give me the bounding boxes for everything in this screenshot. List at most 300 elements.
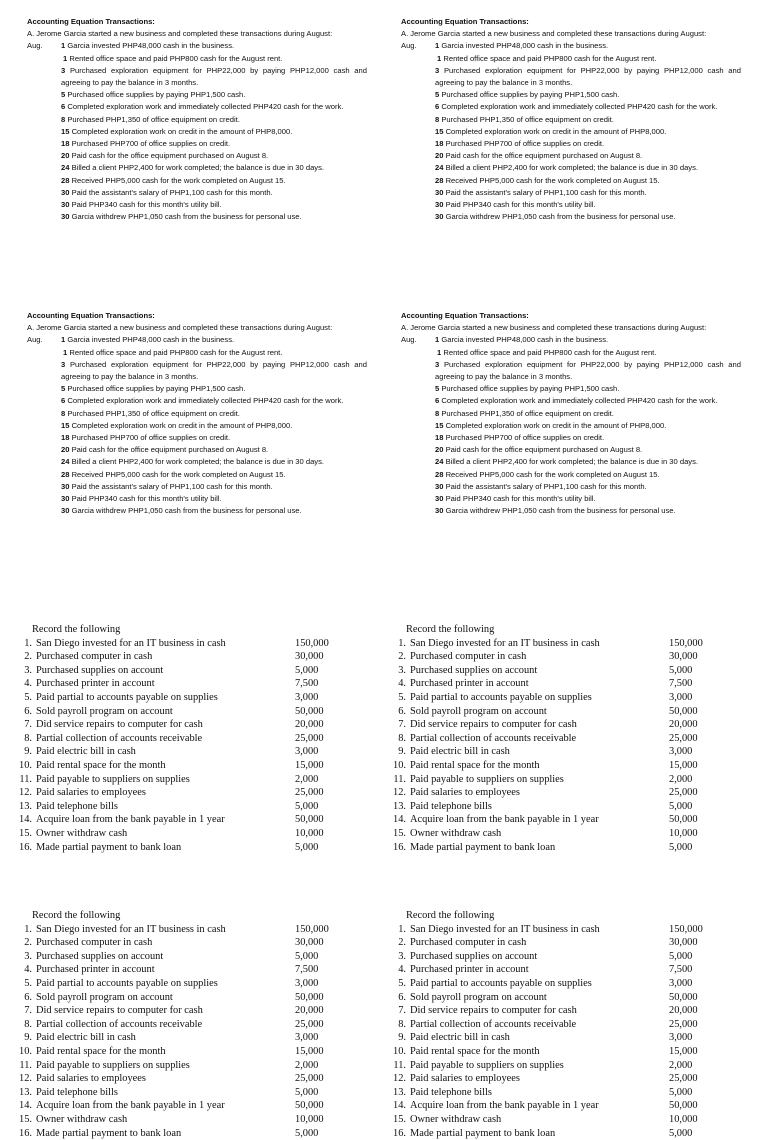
transaction-text: Paid cash for the office equipment purchased on August 8.: [72, 445, 269, 454]
transaction-text: Completed exploration work on credit in the amount of PHP8,000.: [446, 421, 667, 430]
item-number: 14.: [18, 813, 32, 827]
transaction-item: [61, 359, 367, 383]
item-text: Made partial payment to bank loan: [36, 1127, 181, 1140]
transaction-item: [435, 395, 741, 407]
record-item: [18, 718, 348, 732]
item-text: Paid electric bill in cash: [36, 1031, 136, 1045]
transaction-text: Paid the assistant's salary of PHP1,100 cash for this month.: [446, 482, 647, 491]
record-item: [18, 1099, 348, 1113]
transaction-day: 6: [61, 102, 65, 111]
transaction-text: Garcia withdrew PHP1,050 cash from the business for personal use.: [446, 506, 676, 515]
transaction-text: Paid cash for the office equipment purchased on August 8.: [72, 151, 269, 160]
item-number: 12.: [18, 786, 32, 800]
item-amount: 150,000: [669, 637, 703, 651]
record-item: [18, 705, 348, 719]
transaction-day: 5: [61, 384, 65, 393]
item-amount: 25,000: [295, 1018, 324, 1032]
item-text: Made partial payment to bank loan: [410, 841, 555, 855]
record-item: [18, 664, 348, 678]
transaction-item: [401, 469, 741, 481]
item-amount: 50,000: [669, 813, 698, 827]
transaction-item: [435, 65, 741, 89]
item-amount: 3,000: [295, 1031, 318, 1045]
item-text: Paid electric bill in cash: [410, 745, 510, 759]
record-item: [18, 1004, 348, 1018]
item-amount: 3,000: [295, 691, 318, 705]
transaction-day: 28: [435, 176, 443, 185]
item-number: 15.: [392, 827, 406, 841]
record-item: [392, 800, 722, 814]
transaction-day: 5: [61, 90, 65, 99]
item-text: Sold payroll program on account: [410, 991, 547, 1005]
record-item: [392, 705, 722, 719]
item-text: Purchased printer in account: [36, 677, 155, 691]
item-number: 14.: [18, 1099, 32, 1113]
item-number: 2.: [392, 936, 406, 950]
transaction-text: Purchased exploration equipment for PHP22,000 by paying PHP12,000 cash and agreeing to pay the balance in 3 months.: [435, 66, 741, 87]
intro-text: A. Jerome Garcia started a new business and completed these transactions during August:: [401, 322, 741, 334]
record-item: [392, 1099, 722, 1113]
item-number: 5.: [18, 691, 32, 705]
transaction-item: [435, 359, 741, 383]
transaction-text: Received PHP5,000 cash for the work completed on August 15.: [446, 470, 660, 479]
transaction-text: Purchased PHP1,350 of office equipment on credit.: [441, 409, 614, 418]
item-amount: 30,000: [295, 936, 324, 950]
transaction-day: 20: [435, 151, 443, 160]
transaction-day: 30: [435, 200, 443, 209]
transaction-item: [401, 408, 741, 420]
transaction-day: 30: [61, 494, 69, 503]
transaction-text: Completed exploration work and immediately collected PHP420 cash for the work.: [441, 102, 717, 111]
record-item: [18, 1113, 348, 1127]
transaction-day: 30: [435, 212, 443, 221]
transaction-item: [61, 162, 367, 174]
item-amount: 25,000: [295, 786, 324, 800]
item-number: 3.: [18, 664, 32, 678]
item-amount: 20,000: [669, 718, 698, 732]
transaction-text: Garcia withdrew PHP1,050 cash from the business for personal use.: [72, 506, 302, 515]
item-amount: 5,000: [295, 950, 318, 964]
transaction-item: [401, 114, 741, 126]
transaction-item: [27, 150, 367, 162]
item-number: 6.: [392, 991, 406, 1005]
item-number: 5.: [392, 977, 406, 991]
transaction-item: [401, 187, 741, 199]
item-number: 13.: [392, 1086, 406, 1100]
month-label: Aug.: [401, 334, 417, 346]
item-amount: 50,000: [295, 813, 324, 827]
item-number: 2.: [18, 936, 32, 950]
item-amount: 5,000: [295, 800, 318, 814]
item-number: 5.: [392, 691, 406, 705]
item-text: Paid partial to accounts payable on supplies: [36, 977, 218, 991]
item-amount: 5,000: [669, 950, 692, 964]
record-item: [18, 800, 348, 814]
item-text: Acquire loan from the bank payable in 1 year: [36, 1099, 225, 1113]
transaction-text: Rented office space and paid PHP800 cash for the August rent.: [443, 348, 656, 357]
item-amount: 150,000: [295, 637, 329, 651]
transaction-day: 6: [435, 102, 439, 111]
item-text: Partial collection of accounts receivable: [410, 1018, 576, 1032]
section-title: Accounting Equation Transactions:: [27, 16, 367, 28]
section-title: Accounting Equation Transactions:: [27, 310, 367, 322]
item-text: Paid payable to suppliers on supplies: [410, 773, 564, 787]
record-heading: Record the following: [392, 623, 722, 637]
item-amount: 5,000: [295, 1127, 318, 1140]
transaction-item: [61, 101, 367, 113]
item-text: Acquire loan from the bank payable in 1 year: [410, 1099, 599, 1113]
record-item: [18, 950, 348, 964]
item-text: Paid telephone bills: [410, 1086, 492, 1100]
item-amount: 25,000: [295, 732, 324, 746]
item-amount: 150,000: [669, 923, 703, 937]
item-amount: 7,500: [669, 963, 692, 977]
item-number: 3.: [392, 950, 406, 964]
item-text: Partial collection of accounts receivable: [36, 1018, 202, 1032]
transaction-item: [401, 505, 741, 517]
equation-block-1: [27, 16, 367, 223]
transaction-day: 24: [61, 457, 69, 466]
record-item: [392, 732, 722, 746]
item-amount: 7,500: [295, 963, 318, 977]
item-text: Purchased computer in cash: [36, 650, 152, 664]
item-number: 3.: [18, 950, 32, 964]
transaction-day: 30: [61, 200, 69, 209]
transaction-text: Completed exploration work on credit in the amount of PHP8,000.: [72, 127, 293, 136]
transaction-day: 1: [63, 54, 67, 63]
transaction-item: [61, 456, 367, 468]
transaction-text: Purchased PHP700 of office supplies on credit.: [446, 139, 605, 148]
record-item: [392, 1127, 722, 1140]
transaction-item: [27, 493, 367, 505]
transaction-day: 5: [435, 90, 439, 99]
item-number: 11.: [392, 1059, 406, 1073]
transaction-text: Garcia withdrew PHP1,050 cash from the business for personal use.: [446, 212, 676, 221]
record-item: [392, 745, 722, 759]
item-number: 2.: [392, 650, 406, 664]
item-number: 14.: [392, 1099, 406, 1113]
item-number: 4.: [392, 677, 406, 691]
transaction-day: 18: [61, 139, 69, 148]
transaction-text: Garcia invested PHP48,000 cash in the business.: [67, 335, 234, 344]
record-item: [18, 1059, 348, 1073]
item-number: 11.: [392, 773, 406, 787]
item-amount: 2,000: [669, 1059, 692, 1073]
item-number: 10.: [392, 759, 406, 773]
record-item: [392, 827, 722, 841]
intro-text: A. Jerome Garcia started a new business and completed these transactions during August:: [27, 28, 367, 40]
item-amount: 10,000: [295, 1113, 324, 1127]
item-number: 16.: [18, 841, 32, 855]
transaction-day: 1: [437, 54, 441, 63]
transaction-text: Paid cash for the office equipment purchased on August 8.: [446, 151, 643, 160]
transaction-item: [401, 150, 741, 162]
transaction-text: Completed exploration work and immediately collected PHP420 cash for the work.: [441, 396, 717, 405]
record-item: [18, 841, 348, 855]
transaction-item: [401, 444, 741, 456]
transaction-day: 28: [61, 176, 69, 185]
item-amount: 30,000: [295, 650, 324, 664]
record-item: [392, 1059, 722, 1073]
transaction-text: Purchased office supplies by paying PHP1,500 cash.: [441, 384, 619, 393]
item-number: 5.: [18, 977, 32, 991]
transaction-day: 3: [61, 66, 65, 75]
item-number: 15.: [18, 827, 32, 841]
item-amount: 50,000: [669, 705, 698, 719]
transaction-item: [27, 334, 367, 346]
transaction-day: 1: [63, 348, 67, 357]
record-item: [392, 936, 722, 950]
record-item: [392, 718, 722, 732]
transaction-text: Completed exploration work on credit in the amount of PHP8,000.: [72, 421, 293, 430]
intro-text: A. Jerome Garcia started a new business and completed these transactions during August:: [401, 28, 741, 40]
transaction-text: Received PHP5,000 cash for the work completed on August 15.: [72, 470, 286, 479]
month-label: Aug.: [27, 334, 43, 346]
transaction-day: 18: [435, 433, 443, 442]
item-number: 11.: [18, 773, 32, 787]
record-item: [392, 1086, 722, 1100]
item-text: Paid partial to accounts payable on supplies: [36, 691, 218, 705]
record-item: [18, 1018, 348, 1032]
record-item: [18, 745, 348, 759]
item-text: San Diego invested for an IT business in cash: [36, 923, 226, 937]
transaction-item: [27, 432, 367, 444]
item-text: Owner withdraw cash: [36, 1113, 127, 1127]
transaction-text: Rented office space and paid PHP800 cash for the August rent.: [69, 54, 282, 63]
transaction-item: [27, 199, 367, 211]
item-text: Paid electric bill in cash: [36, 745, 136, 759]
transaction-day: 30: [61, 188, 69, 197]
record-item: [392, 637, 722, 651]
item-number: 7.: [18, 1004, 32, 1018]
transaction-day: 8: [435, 409, 439, 418]
record-item: [392, 677, 722, 691]
transaction-day: 24: [61, 163, 69, 172]
item-number: 10.: [18, 1045, 32, 1059]
record-item: [392, 691, 722, 705]
item-text: Purchased supplies on account: [36, 950, 163, 964]
item-amount: 30,000: [669, 650, 698, 664]
item-text: Owner withdraw cash: [410, 827, 501, 841]
transaction-item: [27, 114, 367, 126]
item-text: Did service repairs to computer for cash: [36, 718, 203, 732]
item-text: Purchased printer in account: [410, 677, 529, 691]
item-number: 15.: [18, 1113, 32, 1127]
item-number: 14.: [392, 813, 406, 827]
transaction-text: Paid the assistant's salary of PHP1,100 cash for this month.: [446, 188, 647, 197]
item-amount: 5,000: [295, 664, 318, 678]
item-amount: 15,000: [295, 759, 324, 773]
item-amount: 15,000: [669, 1045, 698, 1059]
section-title: Accounting Equation Transactions:: [401, 16, 741, 28]
transaction-item: [401, 432, 741, 444]
transaction-item: [27, 126, 367, 138]
transaction-day: 6: [435, 396, 439, 405]
transaction-item: [27, 53, 367, 65]
item-text: Paid rental space for the month: [410, 1045, 540, 1059]
transaction-item: [401, 53, 741, 65]
record-item: [18, 773, 348, 787]
item-number: 8.: [18, 732, 32, 746]
transaction-text: Purchased office supplies by paying PHP1,500 cash.: [67, 90, 245, 99]
item-text: Partial collection of accounts receivable: [410, 732, 576, 746]
record-item: [18, 1127, 348, 1140]
transaction-day: 15: [61, 421, 69, 430]
item-amount: 3,000: [295, 977, 318, 991]
item-text: Acquire loan from the bank payable in 1 year: [410, 813, 599, 827]
transaction-day: 18: [61, 433, 69, 442]
record-block-4: [392, 909, 722, 1140]
transaction-text: Purchased exploration equipment for PHP22,000 by paying PHP12,000 cash and agreeing to pay the balance in 3 months.: [61, 360, 367, 381]
record-item: [18, 936, 348, 950]
item-number: 12.: [392, 1072, 406, 1086]
item-number: 13.: [18, 800, 32, 814]
transaction-text: Purchased PHP700 of office supplies on credit.: [72, 139, 231, 148]
transaction-text: Garcia invested PHP48,000 cash in the business.: [441, 41, 608, 50]
item-amount: 7,500: [669, 677, 692, 691]
item-text: Did service repairs to computer for cash: [410, 1004, 577, 1018]
transaction-item: [435, 456, 741, 468]
item-amount: 50,000: [295, 991, 324, 1005]
item-text: Purchased printer in account: [36, 963, 155, 977]
transaction-text: Billed a client PHP2,400 for work completed; the balance is due in 30 days.: [72, 457, 324, 466]
item-amount: 10,000: [669, 1113, 698, 1127]
record-item: [392, 991, 722, 1005]
transaction-day: 20: [61, 151, 69, 160]
transaction-item: [401, 334, 741, 346]
month-label: Aug.: [27, 40, 43, 52]
equation-block-3: [27, 310, 367, 517]
transaction-text: Billed a client PHP2,400 for work completed; the balance is due in 30 days.: [446, 163, 698, 172]
item-text: Paid telephone bills: [36, 1086, 118, 1100]
item-text: Purchased supplies on account: [36, 664, 163, 678]
item-amount: 25,000: [295, 1072, 324, 1086]
transaction-text: Garcia invested PHP48,000 cash in the business.: [67, 41, 234, 50]
transaction-day: 1: [61, 335, 65, 344]
transaction-text: Purchased office supplies by paying PHP1,500 cash.: [67, 384, 245, 393]
item-number: 8.: [392, 732, 406, 746]
transaction-day: 18: [435, 139, 443, 148]
item-text: Made partial payment to bank loan: [36, 841, 181, 855]
item-text: Purchased computer in cash: [410, 936, 526, 950]
transaction-item: [27, 40, 367, 52]
transaction-item: [27, 469, 367, 481]
item-amount: 50,000: [295, 705, 324, 719]
record-block-2: [392, 623, 722, 854]
transaction-item: [27, 175, 367, 187]
item-number: 10.: [392, 1045, 406, 1059]
item-text: Purchased printer in account: [410, 963, 529, 977]
transaction-text: Purchased exploration equipment for PHP22,000 by paying PHP12,000 cash and agreeing to pay the balance in 3 months.: [435, 360, 741, 381]
item-amount: 5,000: [295, 841, 318, 855]
item-number: 6.: [18, 705, 32, 719]
item-text: Owner withdraw cash: [410, 1113, 501, 1127]
transaction-text: Garcia withdrew PHP1,050 cash from the business for personal use.: [72, 212, 302, 221]
transaction-text: Purchased PHP700 of office supplies on credit.: [446, 433, 605, 442]
transaction-item: [401, 89, 741, 101]
record-item: [392, 1004, 722, 1018]
item-number: 12.: [392, 786, 406, 800]
item-number: 2.: [18, 650, 32, 664]
item-number: 4.: [18, 677, 32, 691]
transaction-item: [401, 126, 741, 138]
item-amount: 20,000: [295, 718, 324, 732]
transaction-day: 5: [435, 384, 439, 393]
transaction-text: Paid PHP340 cash for this month's utility bill.: [446, 494, 596, 503]
transaction-day: 8: [435, 115, 439, 124]
item-amount: 50,000: [669, 991, 698, 1005]
item-amount: 5,000: [669, 1127, 692, 1140]
transaction-item: [401, 175, 741, 187]
record-item: [18, 1045, 348, 1059]
transaction-day: 30: [435, 494, 443, 503]
item-text: Paid salaries to employees: [36, 786, 146, 800]
item-text: Partial collection of accounts receivable: [36, 732, 202, 746]
item-number: 9.: [18, 745, 32, 759]
transaction-item: [27, 89, 367, 101]
transaction-day: 15: [435, 127, 443, 136]
record-item: [392, 759, 722, 773]
transaction-day: 15: [61, 127, 69, 136]
record-item: [392, 813, 722, 827]
item-number: 1.: [392, 923, 406, 937]
transaction-item: [27, 211, 367, 223]
transaction-day: 8: [61, 409, 65, 418]
item-text: Purchased computer in cash: [36, 936, 152, 950]
transaction-text: Purchased office supplies by paying PHP1,500 cash.: [441, 90, 619, 99]
item-amount: 2,000: [295, 1059, 318, 1073]
item-amount: 3,000: [295, 745, 318, 759]
item-text: Paid rental space for the month: [36, 1045, 166, 1059]
transaction-item: [401, 347, 741, 359]
transaction-day: 30: [435, 482, 443, 491]
record-item: [18, 923, 348, 937]
transaction-item: [401, 40, 741, 52]
transaction-item: [27, 444, 367, 456]
item-number: 4.: [18, 963, 32, 977]
transaction-text: Paid the assistant's salary of PHP1,100 cash for this month.: [72, 482, 273, 491]
equation-block-4: [401, 310, 741, 517]
item-number: 6.: [18, 991, 32, 1005]
month-label: Aug.: [401, 40, 417, 52]
transaction-item: [401, 493, 741, 505]
item-number: 3.: [392, 664, 406, 678]
item-number: 7.: [18, 718, 32, 732]
transaction-text: Received PHP5,000 cash for the work completed on August 15.: [72, 176, 286, 185]
item-number: 4.: [392, 963, 406, 977]
transaction-text: Completed exploration work on credit in the amount of PHP8,000.: [446, 127, 667, 136]
record-item: [392, 950, 722, 964]
transaction-text: Rented office space and paid PHP800 cash for the August rent.: [69, 348, 282, 357]
transaction-day: 8: [61, 115, 65, 124]
item-amount: 25,000: [669, 1072, 698, 1086]
item-amount: 20,000: [669, 1004, 698, 1018]
transaction-text: Billed a client PHP2,400 for work completed; the balance is due in 30 days.: [446, 457, 698, 466]
transaction-day: 1: [435, 41, 439, 50]
item-amount: 10,000: [295, 827, 324, 841]
item-amount: 25,000: [669, 732, 698, 746]
item-text: Did service repairs to computer for cash: [36, 1004, 203, 1018]
record-item: [18, 1086, 348, 1100]
item-text: Paid rental space for the month: [410, 759, 540, 773]
item-amount: 5,000: [669, 664, 692, 678]
item-amount: 3,000: [669, 745, 692, 759]
record-item: [392, 786, 722, 800]
transaction-day: 3: [435, 66, 439, 75]
transaction-day: 20: [435, 445, 443, 454]
item-number: 1.: [392, 637, 406, 651]
item-text: San Diego invested for an IT business in cash: [36, 637, 226, 651]
